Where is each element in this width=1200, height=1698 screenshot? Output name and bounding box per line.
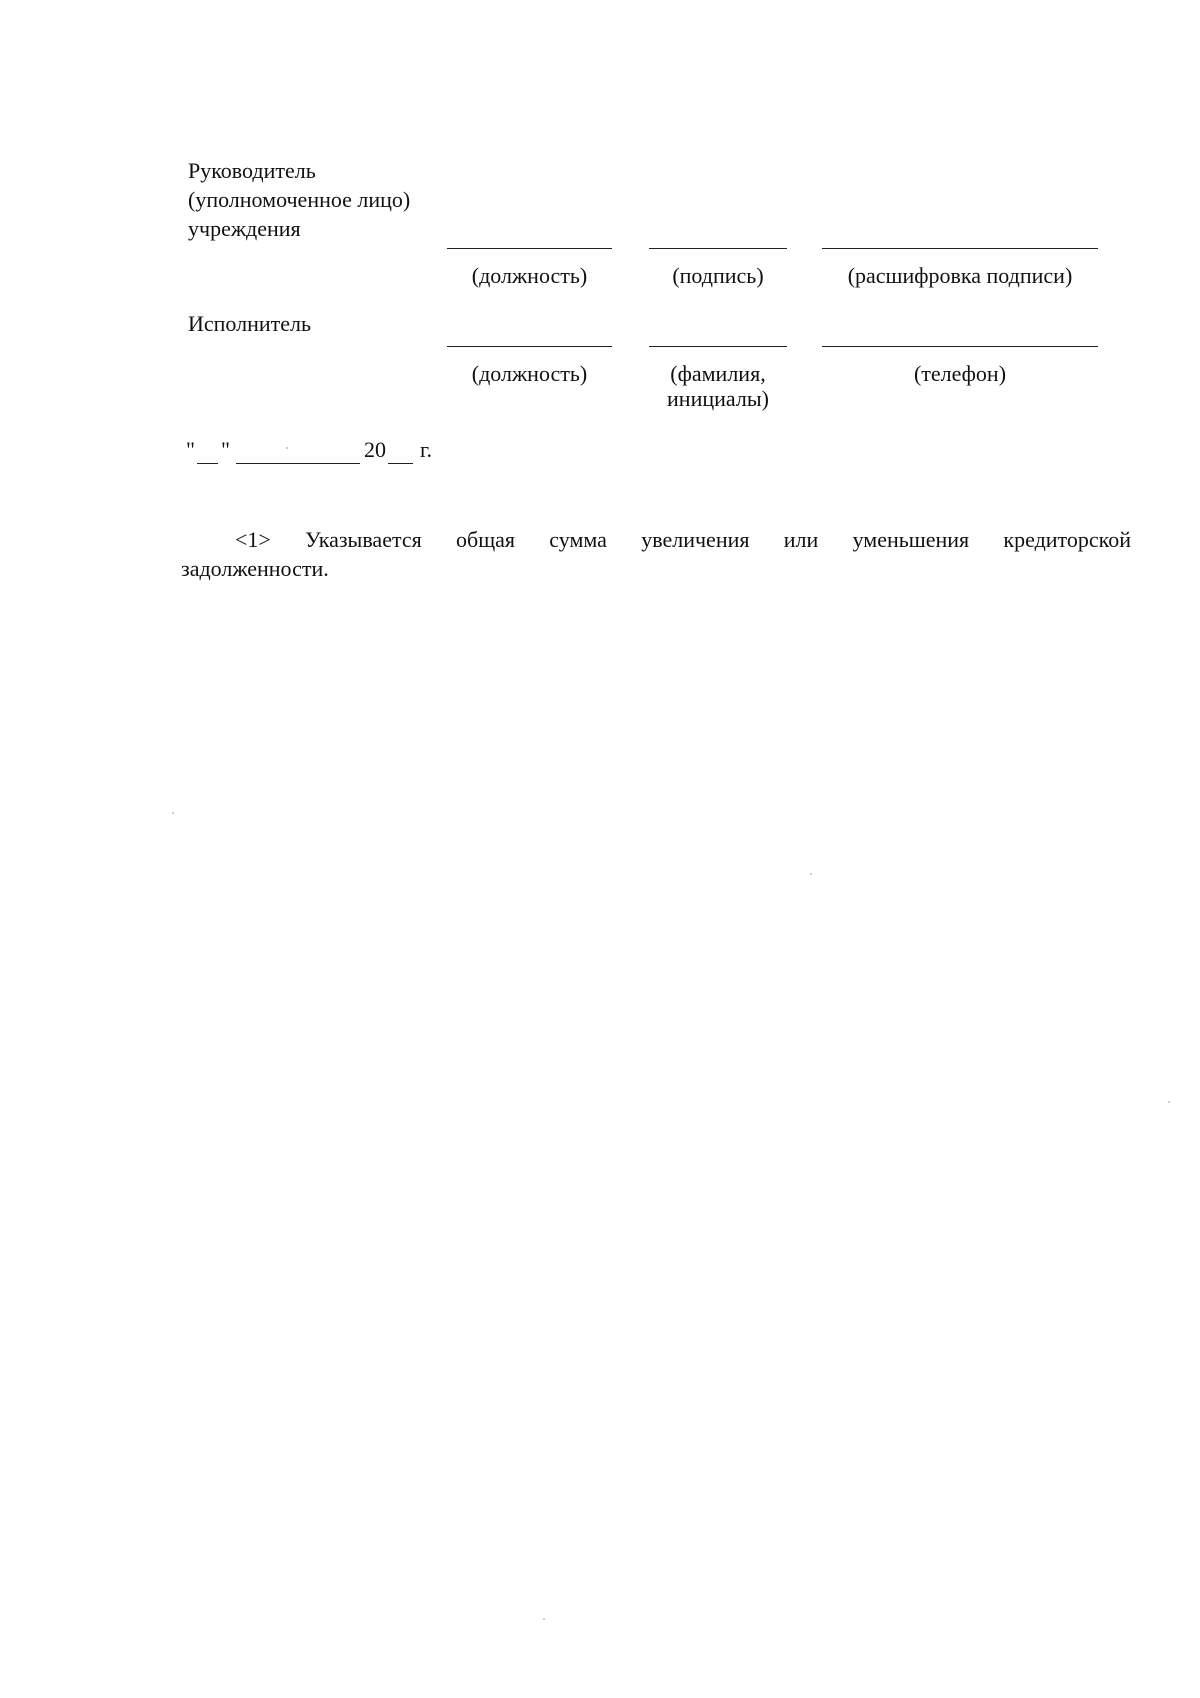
executor-name-line[interactable]	[649, 346, 787, 347]
head-label-line-2: (уполномоченное лицо)	[188, 187, 411, 212]
executor-label: Исполнитель	[188, 311, 312, 336]
footnote-marker: <1>	[235, 527, 271, 552]
head-signature-line[interactable]	[649, 248, 787, 249]
head-decoding-line[interactable]	[822, 248, 1098, 249]
date-quote-close: "	[221, 437, 230, 462]
head-signature-caption: (подпись)	[672, 263, 764, 288]
executor-name-caption	[640, 361, 796, 411]
scan-speck	[1168, 1101, 1170, 1103]
head-position-line[interactable]	[447, 248, 612, 249]
scan-speck	[286, 447, 288, 449]
date-year-suffix: г.	[420, 437, 433, 462]
scan-speck	[810, 873, 812, 875]
footnote-word: или	[783, 527, 819, 552]
footnote-word: Указывается	[305, 527, 422, 552]
footnote-word: кредиторской	[1003, 527, 1131, 552]
date-year-prefix: 20	[364, 437, 386, 462]
footnote-word: увеличения	[641, 527, 750, 552]
footnote-word: уменьшения	[852, 527, 970, 552]
head-position-caption: (должность)	[471, 263, 588, 288]
head-label-line-1: Руководитель	[188, 158, 316, 183]
date-year-field[interactable]	[388, 463, 413, 464]
scan-speck	[543, 1618, 545, 1620]
head-decoding-caption: (расшифровка подписи)	[847, 263, 1073, 288]
head-label	[188, 156, 410, 243]
footnote-line-2: задолженности.	[181, 556, 329, 581]
executor-phone-line[interactable]	[822, 346, 1098, 347]
executor-name-caption-line-1: (фамилия,	[670, 361, 766, 386]
date-month-field[interactable]	[236, 463, 360, 464]
executor-position-caption: (должность)	[471, 361, 588, 386]
scan-speck	[172, 812, 174, 814]
executor-name-caption-line-2: инициалы)	[667, 386, 769, 411]
date-day-field[interactable]	[197, 463, 218, 464]
executor-phone-caption: (телефон)	[913, 361, 1007, 386]
footnote-word: общая	[456, 527, 516, 552]
date-quote-open: "	[186, 437, 195, 462]
footnote-line-1	[181, 527, 1131, 553]
head-label-line-3: учреждения	[188, 216, 301, 241]
executor-position-line[interactable]	[447, 346, 612, 347]
footnote-word: сумма	[549, 527, 607, 552]
